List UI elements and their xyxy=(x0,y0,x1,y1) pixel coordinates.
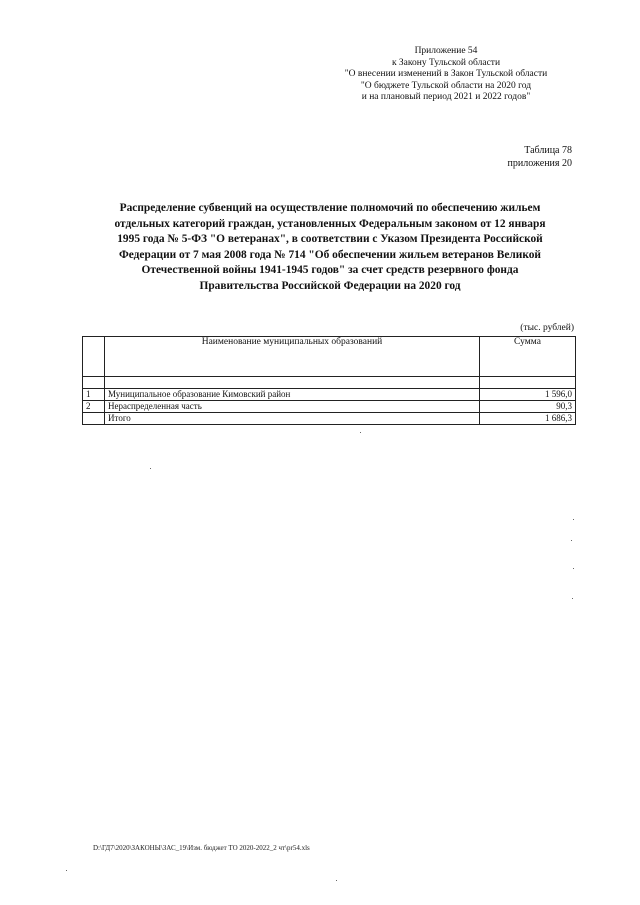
scan-speck xyxy=(336,880,337,881)
row-name: Муниципальное образование Кимовский район xyxy=(105,389,480,401)
header-line: Приложение 54 xyxy=(414,46,478,56)
row-name: Итого xyxy=(105,413,480,425)
header-line: "О внесении изменений в Закон Тульской области xyxy=(344,69,548,80)
units-label: (тыс. рублей) xyxy=(520,323,574,333)
title-line: Правительства Российской Федерации на 2020 год xyxy=(199,279,461,292)
row-number: 1 xyxy=(83,389,105,401)
file-path-footer: D:\ГД7\2020\ЗАКОНЫ\ЗАС_19\Изм. бюджет ТО 2020-2022_2 чт\pr54.xls xyxy=(93,844,310,852)
table-reference xyxy=(508,145,572,170)
column-header-name: Наименование муниципальных образований xyxy=(105,337,480,377)
header-line: "О бюджете Тульской области на 2020 год xyxy=(360,80,532,91)
row-number xyxy=(83,413,105,425)
scan-speck xyxy=(150,468,151,469)
appendix-header xyxy=(316,46,576,104)
title-line: отдельных категорий граждан, установленных Федеральным законом от 12 января xyxy=(114,217,546,230)
title-line: Отечественной войны 1941-1945 годов" за счет средств резервного фонда xyxy=(141,264,519,277)
distribution-table xyxy=(82,336,576,425)
title-line: Федерации от 7 мая 2008 года № 714 "Об обеспечении жильем ветеранов Великой xyxy=(118,248,541,261)
header-line: и на плановый период 2021 и 2022 годов" xyxy=(361,92,531,103)
scan-speck xyxy=(66,870,67,871)
document-title xyxy=(80,201,580,295)
row-sum xyxy=(480,377,576,389)
row-number xyxy=(83,377,105,389)
table-row xyxy=(83,377,576,389)
scan-speck xyxy=(571,540,572,541)
column-header-number xyxy=(83,337,105,377)
row-name: Нераспределенная часть xyxy=(105,401,480,413)
row-name xyxy=(105,377,480,389)
table-row xyxy=(83,389,576,401)
scan-speck xyxy=(360,432,361,433)
column-header-sum: Сумма xyxy=(480,337,576,377)
table-appendix: приложения 20 xyxy=(507,157,572,169)
table-total-row xyxy=(83,413,576,425)
row-number: 2 xyxy=(83,401,105,413)
table-number: Таблица 78 xyxy=(524,145,572,156)
table-header-row xyxy=(83,337,576,377)
scan-speck xyxy=(573,568,574,569)
header-line: к Закону Тульской области xyxy=(391,57,501,68)
title-line: 1995 года № 5-ФЗ "О ветеранах", в соответствии с Указом Президента Российской xyxy=(117,233,543,246)
title-line: Распределение субвенций на осуществление полномочий по обеспечению жильем xyxy=(119,202,541,214)
row-sum: 1 686,3 xyxy=(480,413,576,425)
row-sum: 1 596,0 xyxy=(480,389,576,401)
scan-speck xyxy=(572,598,573,599)
table-row xyxy=(83,401,576,413)
row-sum: 90,3 xyxy=(480,401,576,413)
scan-speck xyxy=(573,519,574,520)
